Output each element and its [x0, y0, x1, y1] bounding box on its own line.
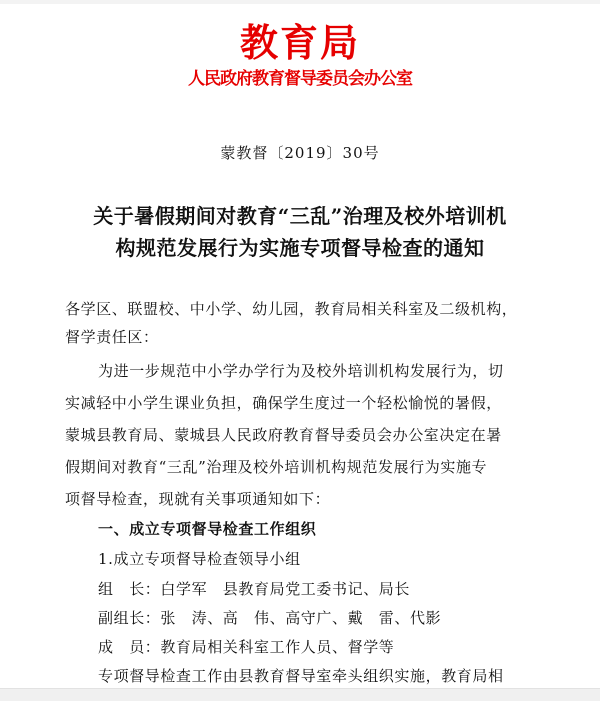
notice-title-line-1: 关于暑假期间对教育“三乱”治理及校外培训机	[93, 204, 507, 228]
notice-title-line-2: 构规范发展行为实施专项督导检查的通知	[115, 236, 485, 260]
top-edge	[0, 0, 600, 4]
group-deputy-line: 副组长：张 涛、高 伟、高守广、戴 雷、代影	[98, 609, 442, 627]
bottom-edge	[0, 688, 600, 701]
section-heading: 一、成立专项督导检查工作组织	[98, 520, 317, 538]
intro-line: 项督导检查，现就有关事项通知如下：	[65, 490, 331, 508]
group-leader-line: 组 长：白学军 县教育局党工委书记、局长	[98, 580, 411, 598]
intro-line: 实减轻中小学生课业负担，确保学生度过一个轻松愉悦的暑假，	[65, 394, 502, 412]
intro-line: 假期间对教育“三乱”治理及校外培训机构规范发展行为实施专	[65, 458, 488, 476]
addressee-line-1: 各学区、联盟校、中小学、幼儿园，教育局相关科室及二级机构，	[65, 300, 518, 318]
subsection-heading: 1.成立专项督导检查领导小组	[98, 550, 301, 568]
addressee-line-2: 督学责任区：	[65, 328, 159, 346]
org-header-subtitle: 人民政府教育督导委员会办公室	[188, 69, 412, 89]
intro-line: 蒙城县教育局、蒙城县人民政府教育督导委员会办公室决定在暑	[65, 426, 502, 444]
document-number: 蒙教督〔2019〕30号	[220, 144, 380, 162]
group-members-line: 成 员：教育局相关科室工作人员、督学等	[98, 638, 395, 656]
org-header-title: 教育局	[239, 20, 360, 65]
body-text-line: 专项督导检查工作由县教育督导室牵头组织实施，教育局相	[98, 667, 504, 685]
intro-line: 为进一步规范中小学办学行为及校外培训机构发展行为，切	[98, 362, 504, 380]
